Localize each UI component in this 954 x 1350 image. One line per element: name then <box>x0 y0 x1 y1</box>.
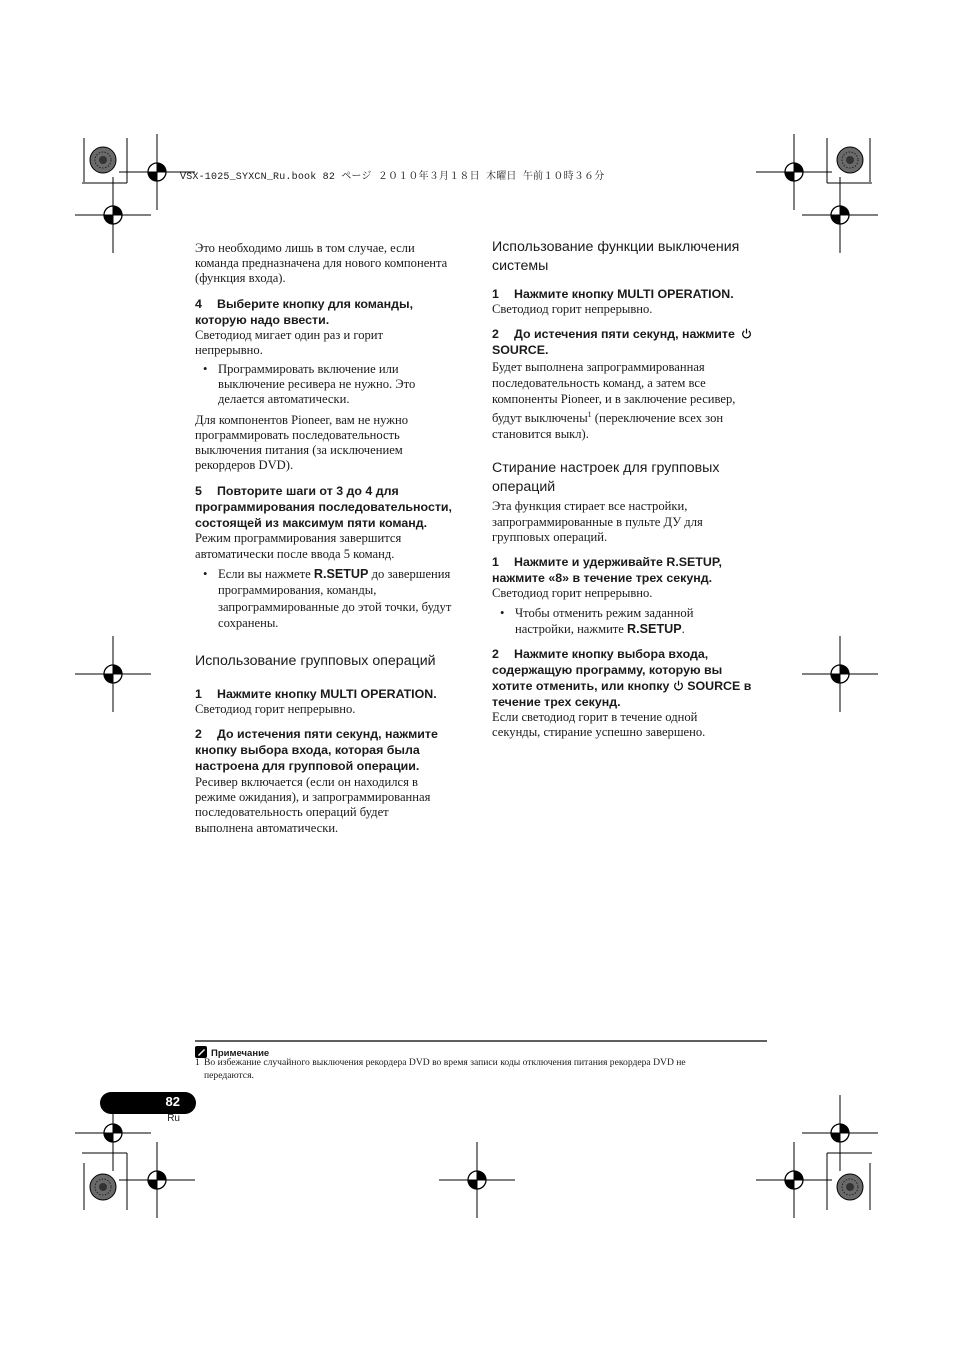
file-header: VSX-1025_SYXCN_Ru.book 82 ページ ２０１０年３月１８日 木曜日 午前１０時３６分 <box>180 172 605 183</box>
system-step-1: 1 Нажмите кнопку MULTI OPERATION. <box>492 287 734 301</box>
crop-mark-icon <box>837 1174 863 1200</box>
step-5: 5 Повторите шаги от 3 до 4 для программирования последовательности, состоящей из максимум пяти команд. <box>195 484 452 531</box>
step-4-text: Светодиод мигает один раз и горит непрерывно. <box>195 327 384 357</box>
erase-step-2: 2 Нажмите кнопку выбора входа, содержащую программу, которую вы хотите отменить, или кнопку SOURCE в течение трех секунд. <box>492 647 752 710</box>
crop-mark-icon <box>802 1095 878 1171</box>
page-language: Ru <box>167 1113 180 1124</box>
system-step-1-text: Светодиод горит непрерывно. <box>492 302 653 316</box>
crop-mark-icon <box>756 134 832 210</box>
step-4: 4 Выберите кнопку для команды, которую надо ввести. <box>195 296 414 327</box>
erase-description: Эта функция стирает все настройки, запрограммированные в пульте ДУ для групповых операций. <box>492 499 703 544</box>
page-number-badge <box>100 1092 196 1114</box>
bullet-item: • Если вы нажмете R.SETUP до завершения программирования, команды, запрограммированные до этой точки, будут сохранены. <box>203 566 452 631</box>
crop-mark-icon <box>756 1142 832 1218</box>
page-number: 82 <box>165 1094 180 1109</box>
pioneer-paragraph: Для компонентов Pioneer, вам не нужно программировать последовательность выключения питания (за исключением рекордеров DVD). <box>195 412 408 473</box>
crop-mark-icon <box>802 177 878 253</box>
right-column <box>492 238 777 741</box>
section-heading: Использование функции выключения системы <box>492 239 740 274</box>
power-icon <box>741 328 752 339</box>
crop-mark-icon <box>802 636 878 712</box>
step-5-text: Режим программирования завершится автоматически после ввода 5 команд. <box>195 531 402 561</box>
erase-step-1-text: Светодиод горит непрерывно. <box>492 586 653 600</box>
left-column <box>195 241 480 836</box>
erase-step-2-text: Если светодиод горит в течение одной секунды, стирание успешно завершено. <box>492 710 706 740</box>
group-step-2-text: Ресивер включается (если он находился в режиме ожидания), и запрограммированная последовательность операций будет выполнена автоматически. <box>195 775 431 835</box>
note-header: Примечание <box>195 1043 269 1061</box>
crop-mark-icon <box>90 147 116 173</box>
crop-mark-icon <box>837 147 863 173</box>
footnote: 1 Во избежание случайного выключения рекордера DVD во время записи коды отключения питания рекордера DVD не передаются. <box>195 1057 686 1081</box>
system-step-2: 2 До истечения пяти секунд, нажмите SOURCE. <box>492 326 777 358</box>
section-heading: Стирание настроек для групповых операций <box>492 460 720 496</box>
crop-mark-icon <box>75 177 151 253</box>
intro-paragraph: Это необходимо лишь в том случае, если команда предназначена для нового компонента (функция входа). <box>195 241 448 286</box>
erase-step-1: 1 Нажмите и удерживайте R.SETUP, нажмите «8» в течение трех секунд. <box>492 555 722 585</box>
crop-mark-icon <box>119 1142 195 1218</box>
crop-mark-icon <box>439 1142 515 1218</box>
group-step-1-text: Светодиод горит непрерывно. <box>195 701 356 716</box>
crop-mark-icon <box>90 1174 116 1200</box>
section-heading: Использование групповых операций <box>195 652 436 669</box>
bullet-item: • Чтобы отменить режим заданной настройки, нажмите R.SETUP. <box>500 606 694 637</box>
group-step-2: 2 До истечения пяти секунд, нажмите кнопку выбора входа, которая была настроена для групповой операции. <box>195 727 438 774</box>
system-step-2-text: Будет выполнена запрограммированная последовательность команд, а затем все компоненты Pioneer, и в заключение ресивер, будут выключены$^1$ (переключение всех зон становится выкл). <box>492 360 736 442</box>
power-icon <box>673 680 684 691</box>
bullet-item: • Программировать включение или выключение ресивера не нужно. Это делается автоматически. <box>203 362 416 407</box>
crop-mark-icon <box>75 636 151 712</box>
group-step-1: 1 Нажмите кнопку MULTI OPERATION. <box>195 686 437 701</box>
